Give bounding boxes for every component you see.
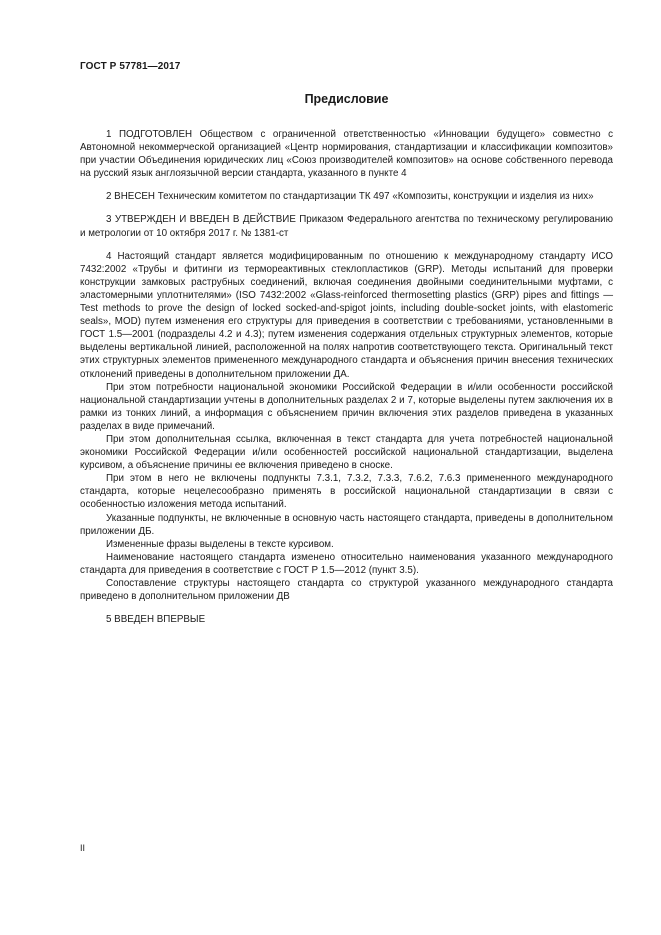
paragraph-italic-phrases: Измененные фразы выделены в тексте курсивом.: [106, 538, 334, 550]
foreword-body: [80, 128, 613, 626]
paragraph-national-needs: При этом потребности национальной экономики Российской Федерации в и/или особенности российской национальной стандартизации учтены в дополнительных разделах 2 и 7, которые выделены путем заключения их в рамки из тонких линий, а информация с объяснением причин включения этих разделов приведена в указанных разделах в виде примечаний.: [80, 381, 613, 432]
paragraph-title-changed: Наименование настоящего стандарта изменено относительно наименования указанного международного стандарта для приведения в соответствие с ГОСТ Р 1.5—2012 (пункт 3.5).: [80, 551, 613, 576]
paragraph-annex-db: Указанные подпункты, не включенные в основную часть настоящего стандарта, приведены в дополнительном приложении ДБ.: [80, 512, 613, 537]
document-code: ГОСТ Р 57781—2017: [80, 61, 181, 72]
page-title: Предисловие: [304, 92, 389, 106]
paragraph-structure-comparison: Сопоставление структуры настоящего стандарта со структурой указанного международного стандарта приведено в дополнительном приложении ДВ: [80, 578, 613, 603]
paragraph-approved: 3 УТВЕРЖДЕН И ВВЕДЕН В ДЕЙСТВИЕ Приказом Федерального агентства по техническому регулированию и метрологии от 10 октября 2017 г. № 1381-ст: [80, 214, 613, 239]
paragraph-submitted-by: 2 ВНЕСЕН Техническим комитетом по стандартизации ТК 497 «Композиты, конструкции и изделия из них»: [106, 191, 594, 203]
paragraph-first-introduced: 5 ВВЕДЕН ВПЕРВЫЕ: [106, 614, 206, 626]
paragraph-prepared-by: 1 ПОДГОТОВЛЕН Обществом с ограниченной ответственностью «Инновации будущего» совместно с Автономной некоммерческой организацией «Центр нормирования, стандартизации и классификации композитов» при участии Объединения юридических лиц «Союз производителей композитов» на основе собственного перевода на русский язык англоязычной версии стандарта, указанного в пункте 4: [80, 129, 613, 180]
page-number: II: [80, 843, 86, 853]
paragraph-additional-reference: При этом дополнительная ссылка, включенная в текст стандарта для учета потребностей национальной экономики Российской Федерации и/или особенностей российской национальной стандартизации, выделена курсивом, а объяснение причины ее включения приведено в сноске.: [80, 433, 613, 472]
paragraph-excluded-subclauses: При этом в него не включены подпункты 7.3.1, 7.3.2, 7.3.3, 7.6.2, 7.6.3 примененного международного стандарта, которые нецелесообразно применять в российской национальной стандартизации в связи с особенностью изложения метода испытаний.: [80, 473, 613, 511]
paragraph-modified-standard: 4 Настоящий стандарт является модифицированным по отношению к международному стандарту ИСО 7432:2002 «Трубы и фитинги из термореактивных стеклопластиков (GRP). Методы испытаний для проверки конструкции замковых раструбных соединений, включая соединения двойными соединительными муфтами, с эластомерными уплотнителями» (ISO 7432:2002 «Glass-reinforced thermosetting plastics (GRP) pipes and fittings —Test methods to prove the design of locked socked-and-spigot joints, including double-socket joints, with elastomeric seals», MOD) путем изменения его структуры для приведения в соответствии с требованиями, установленными в ГОСТ 1.5—2001 (подразделы 4.2 и 4.3); путем изменения содержания отдельных структурных элементов, которые выделены вертикальной линией, расположенной на полях напротив соответствующего текста. Оригинальный текст этих структурных элементов примененного международного стандарта и объяснения причин внесения технических отклонений приведены в дополнительном приложении ДА.: [80, 250, 613, 380]
